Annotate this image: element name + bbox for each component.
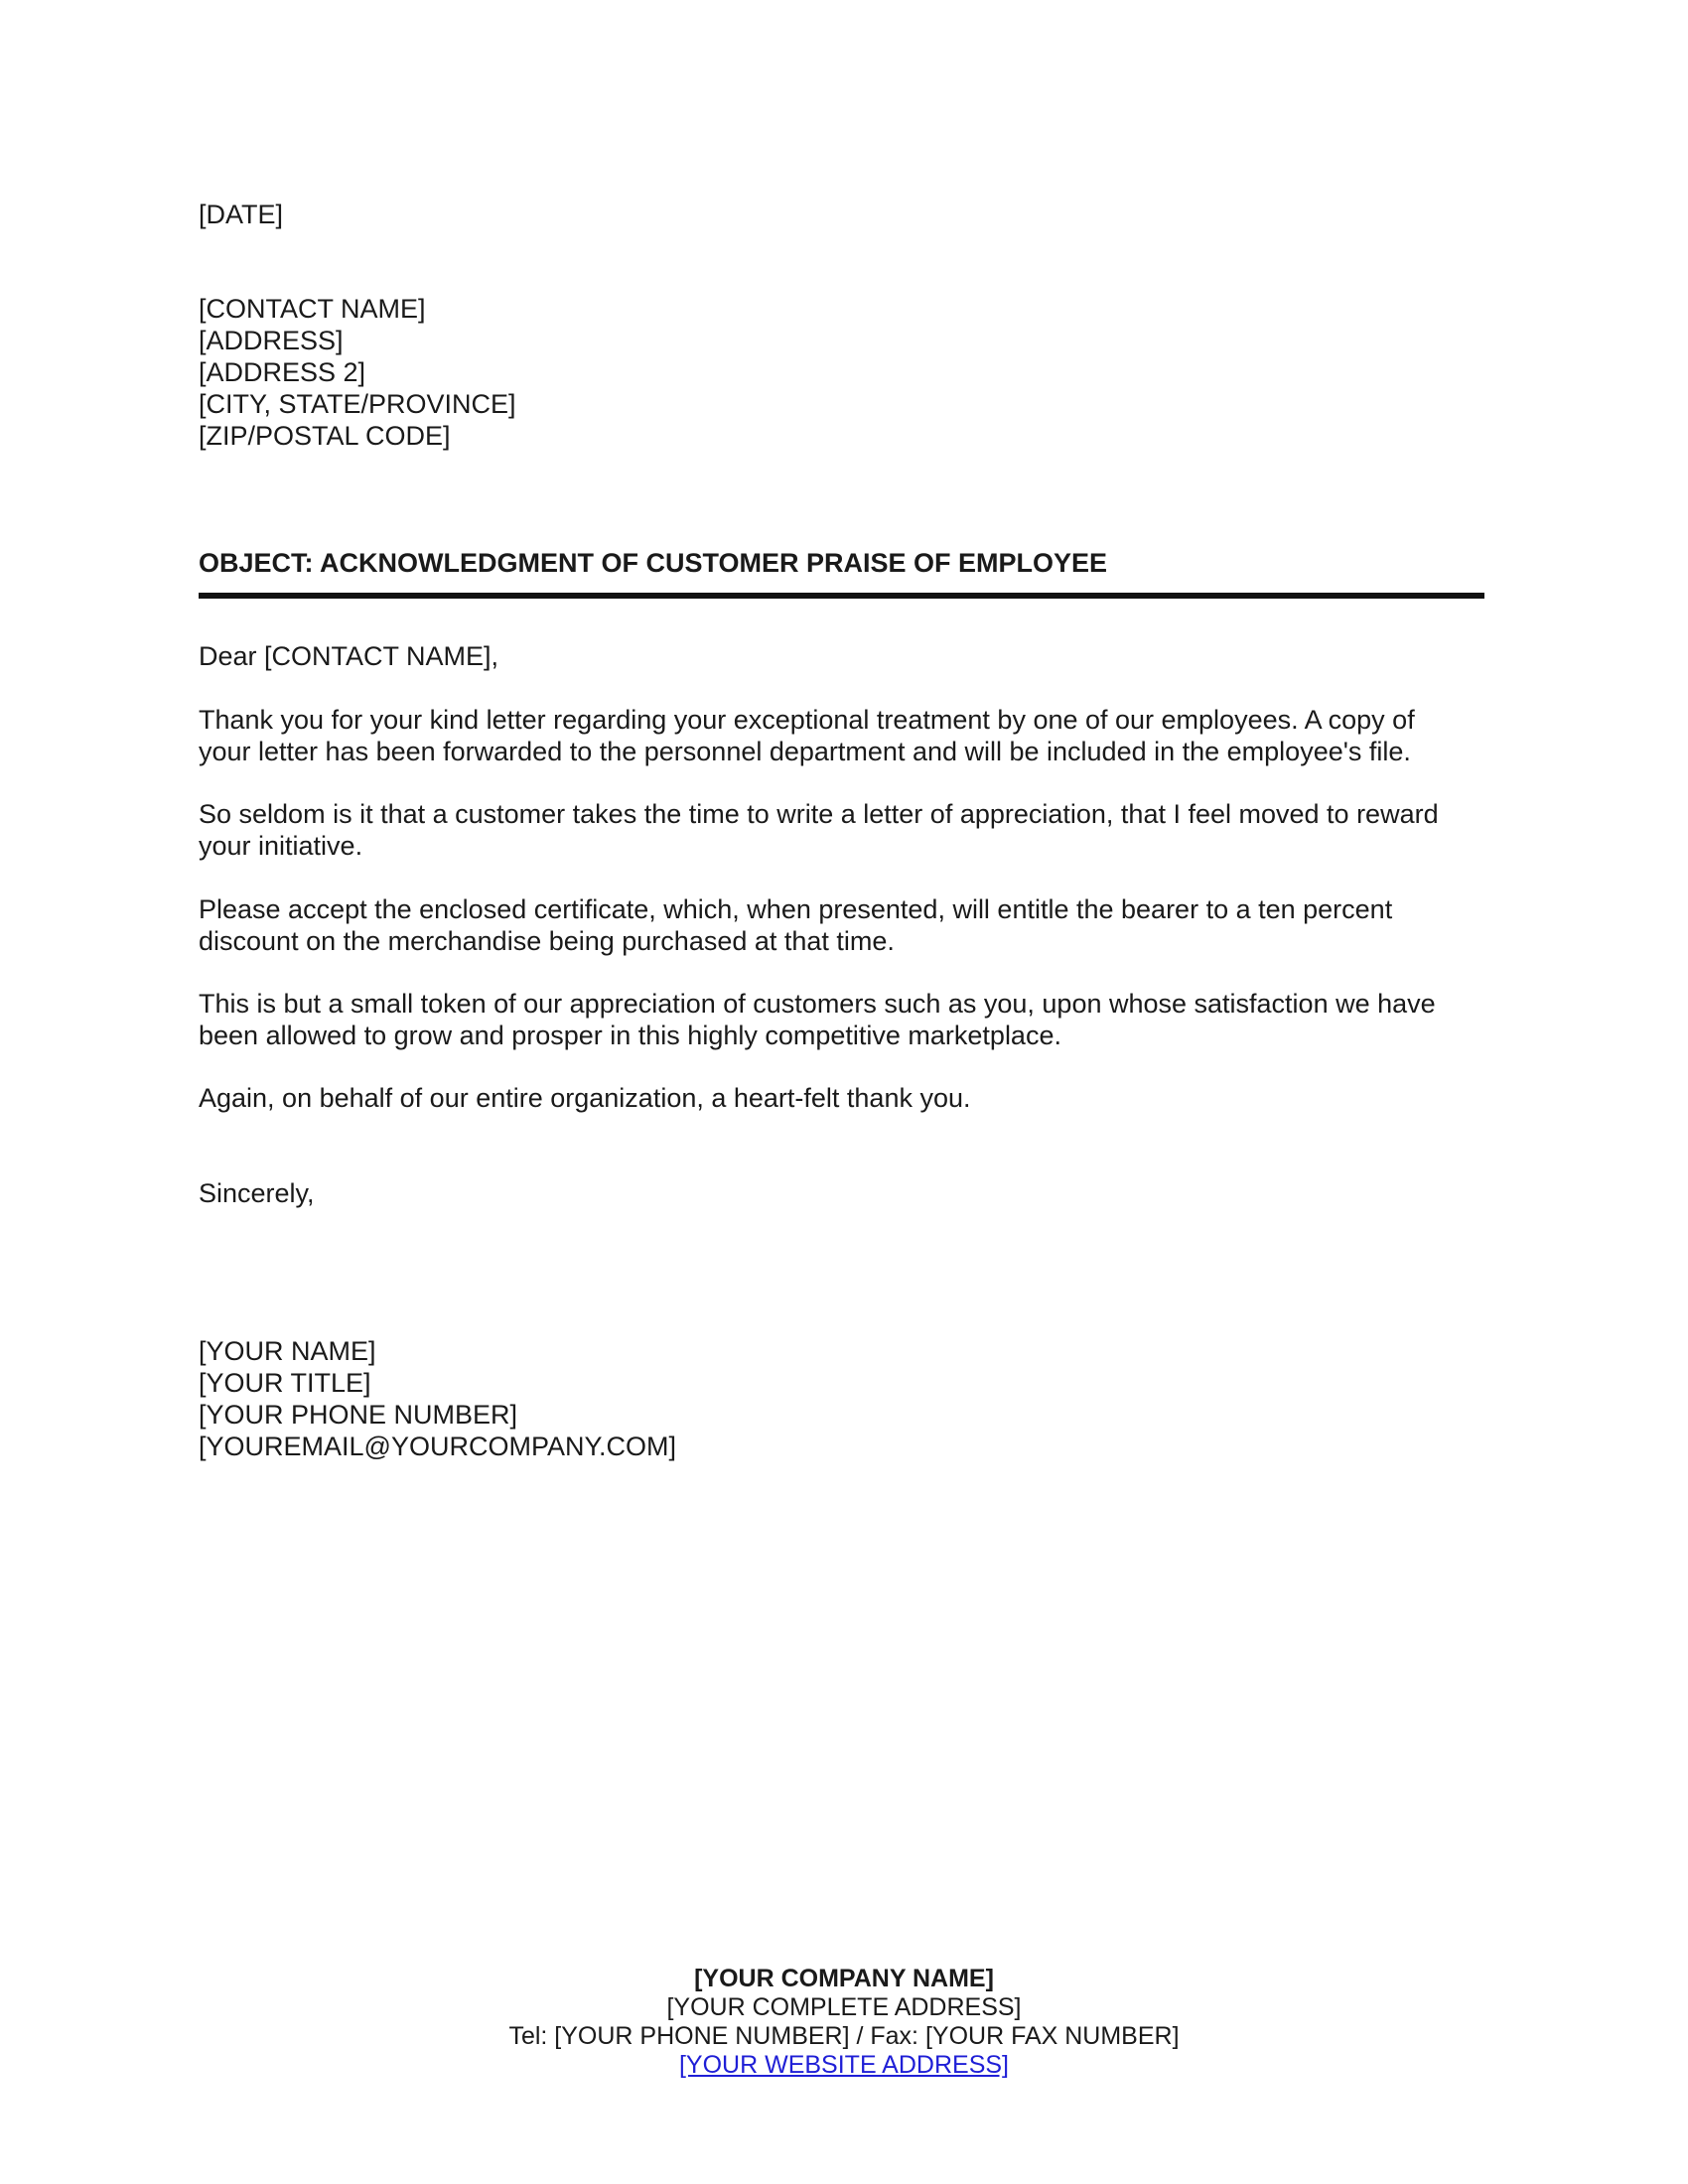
footer-company-name: [YOUR COMPANY NAME] <box>694 1965 994 1992</box>
letter-date <box>199 199 1489 230</box>
body-paragraph-1 <box>199 704 1489 767</box>
signature-email: [YOUREMAIL@YOURCOMPANY.COM] <box>199 1432 676 1461</box>
paragraph-line: your initiative. <box>199 831 363 861</box>
paragraph-line: your letter has been forwarded to the personnel department and will be included in the employee's file. <box>199 737 1411 766</box>
body-paragraph-3 <box>199 893 1489 957</box>
signature-name: [YOUR NAME] <box>199 1336 376 1366</box>
body-paragraph-2 <box>199 798 1489 862</box>
paragraph-line: Please accept the enclosed certificate, which, when presented, will entitle the bearer to a ten percent <box>199 894 1393 924</box>
paragraph-line: This is but a small token of our appreciation of customers such as you, upon whose satisfaction we have <box>199 989 1436 1019</box>
footer-website-link[interactable]: [YOUR WEBSITE ADDRESS] <box>678 2051 1009 2079</box>
closing-text: Sincerely, <box>199 1178 315 1208</box>
paragraph-line: been allowed to grow and prosper in this highly competitive marketplace. <box>199 1021 1061 1050</box>
signature-title: [YOUR TITLE] <box>199 1368 371 1398</box>
recipient-address-block <box>199 293 1489 452</box>
letter-greeting <box>199 640 1489 672</box>
greeting-text: Dear [CONTACT NAME], <box>199 641 499 671</box>
footer-contact: Tel: [YOUR PHONE NUMBER] / Fax: [YOUR FAX NUMBER] <box>508 2022 1180 2050</box>
letter-subject: OBJECT: ACKNOWLEDGMENT OF CUSTOMER PRAISE OF EMPLOYEE <box>199 548 1108 578</box>
signature-phone: [YOUR PHONE NUMBER] <box>199 1400 518 1430</box>
recipient-address-2: [ADDRESS 2] <box>199 357 366 387</box>
letter-closing <box>199 1177 1489 1209</box>
date-text: [DATE] <box>199 200 284 229</box>
subject-divider <box>199 593 1484 599</box>
recipient-address: [ADDRESS] <box>199 326 344 355</box>
company-footer <box>199 1965 1489 2080</box>
paragraph-line: So seldom is it that a customer takes the time to write a letter of appreciation, that I feel moved to reward <box>199 799 1439 829</box>
body-paragraph-4 <box>199 988 1489 1051</box>
footer-address: [YOUR COMPLETE ADDRESS] <box>666 1993 1022 2021</box>
paragraph-line: discount on the merchandise being purchased at that time. <box>199 926 895 956</box>
recipient-zip: [ZIP/POSTAL CODE] <box>199 421 451 451</box>
signature-block <box>199 1335 1489 1462</box>
recipient-contact-name: [CONTACT NAME] <box>199 294 426 324</box>
recipient-city-state: [CITY, STATE/PROVINCE] <box>199 389 516 419</box>
paragraph-line: Again, on behalf of our entire organization, a heart-felt thank you. <box>199 1083 971 1113</box>
body-paragraph-5 <box>199 1082 1489 1114</box>
paragraph-line: Thank you for your kind letter regarding your exceptional treatment by one of our employees. A copy of <box>199 705 1415 735</box>
